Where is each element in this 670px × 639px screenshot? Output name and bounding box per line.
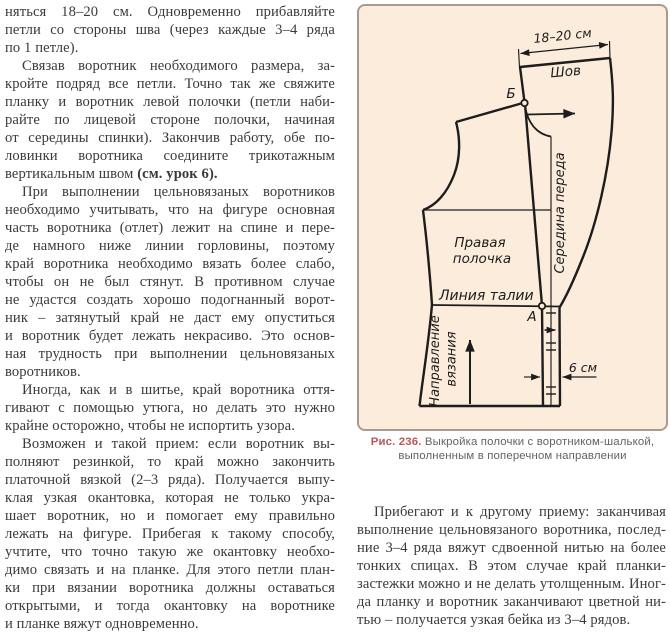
text-line: и планке вяжут одновременно. [5, 616, 199, 632]
text-line: кройте подряд все петли. Точно так же свяжите [5, 76, 335, 92]
text-line: учтите, что точно такую же окантовку необхо- [5, 544, 335, 560]
shoulder-line [456, 104, 521, 123]
text-line: ние 3–4 ряда вяжут сдвоенной нитью на более [357, 540, 666, 556]
text-line: часть воротника (отлет) лежит на спине и пере- [5, 220, 335, 236]
text-line: ки при вязании воротника должны оставаться [5, 580, 335, 596]
band-right-edge [560, 308, 561, 407]
text-line: ловинки воротника соедините трикотажным [5, 148, 335, 164]
text-line [5, 165, 335, 183]
text-line: необходимо учитывать, что на фигуре основная [5, 202, 335, 218]
text-line: по 1 петле). [5, 40, 79, 56]
text-line: край воротника необходимо вязать более слабо, [5, 256, 335, 272]
text-line: Иногда, как и в шитье, край воротника оття- [22, 382, 335, 398]
neckline-curve [525, 106, 551, 137]
band-width-label: 6 см [568, 360, 598, 375]
text-line: платочной вязкой (2–3 ряда). Получается выпу- [5, 472, 335, 488]
text-line: выполнение цельновязаного воротника, послед- [357, 522, 666, 538]
collar-left-edge [520, 67, 525, 102]
seam-label: Шов [549, 62, 582, 82]
text-line: клая узкая окантовка, которая не только укра- [5, 490, 335, 506]
dimension-extension-left [519, 49, 520, 68]
text-line: шает воротник, но и помогает ему правильно [5, 508, 335, 524]
pattern-diagram [359, 6, 666, 429]
text-line: Прибегают и к другому приему: заканчивая [374, 504, 666, 520]
text-line: тонких спицах. В этом случае край планки- [357, 558, 666, 574]
right-text-column [357, 503, 666, 629]
text-line: чтобы он не был стянут. В противном случае [5, 274, 335, 290]
point-a-label: А [527, 309, 537, 325]
text-line: тью – получается узкая бейка из 3–4 рядов. [357, 612, 631, 628]
figure-number: Рис. 236. [370, 436, 422, 448]
text-line: При выполнении цельновязаных воротников [22, 184, 335, 200]
text-line: Возможен и такой прием: если воротник вы- [22, 436, 335, 452]
left-text-column [5, 3, 335, 633]
text-line: открытыми, и тогда окантовку на воротнике [5, 598, 335, 614]
text-line: лежать на фигуре. Прибегая к такому способу, [5, 526, 335, 542]
text-line: планку и воротник левой полочки (петли наби- [5, 94, 335, 110]
bold-text-run: (см. урок 6). [137, 166, 218, 182]
text-line: застежки можно и не делать утолщенным. Иног- [357, 576, 666, 592]
text-line: димо связать и на планке. Для этого петли план- [5, 562, 335, 578]
text-line: Связав воротник необходимого размера, за- [22, 58, 335, 74]
center-front-label: Середина переда [553, 152, 568, 274]
text-line: райте по лицевой стороне полочки, начиная [5, 112, 335, 128]
point-b-marker [521, 100, 527, 106]
collar-knit-direction-arrow [527, 114, 575, 115]
band-front-edge-lower [542, 306, 543, 407]
text-line: не удастся создать хорошо подогнанный ворот- [5, 292, 335, 308]
knit-direction-label-line2: вязания [444, 331, 460, 387]
point-a-marker [539, 303, 545, 309]
piece-label-line1: Правая [454, 235, 506, 251]
text-line: от середины спинки). Закончив работу, обе по- [5, 130, 335, 146]
text-run: вертикальным швом [5, 166, 138, 182]
text-line: петли со стороны шва (через каждые 3–4 ряда [5, 22, 335, 38]
text-line: ник – затянутый край не даст ему опуститься [5, 310, 335, 326]
text-line: няться 18–20 см. Одновременно прибавляйте [5, 4, 335, 20]
text-line: да планку и воротник заканчивают цветной ни- [357, 594, 666, 610]
text-line: воротников. [5, 364, 81, 380]
dimension-top-label: 18–20 см [532, 25, 593, 47]
point-b-label: Б [506, 86, 516, 102]
side-seam [423, 210, 432, 305]
text-line: полняют резинкой, то край можно закончить [5, 454, 335, 470]
piece-label-line2: полочка [452, 251, 512, 267]
figure-frame [357, 4, 668, 431]
text-line: ная трудность при выполнении цельновязаных [5, 346, 335, 362]
caption-line-2: выполненным в поперечном направлении [398, 449, 627, 462]
figure-caption [357, 436, 668, 463]
knit-direction-label-line1: Направление [428, 315, 443, 407]
caption-line-1 [357, 436, 668, 450]
armhole-curve [423, 122, 459, 210]
text-line: крайне осторожно, чтобы не испортить узора. [5, 418, 295, 434]
band-front-edge [525, 104, 542, 306]
waist-label: Линия талии [439, 288, 534, 304]
text-line: и воротник будет лежать некрасиво. Это основ- [5, 328, 335, 344]
text-line: де намного ниже линии горловины, поэтому [5, 238, 335, 254]
text-line: гивают с помощью утюга, но делать это нужно [5, 400, 335, 416]
caption-text: Выкройка полочки с воротником-шалькой, [421, 436, 655, 448]
